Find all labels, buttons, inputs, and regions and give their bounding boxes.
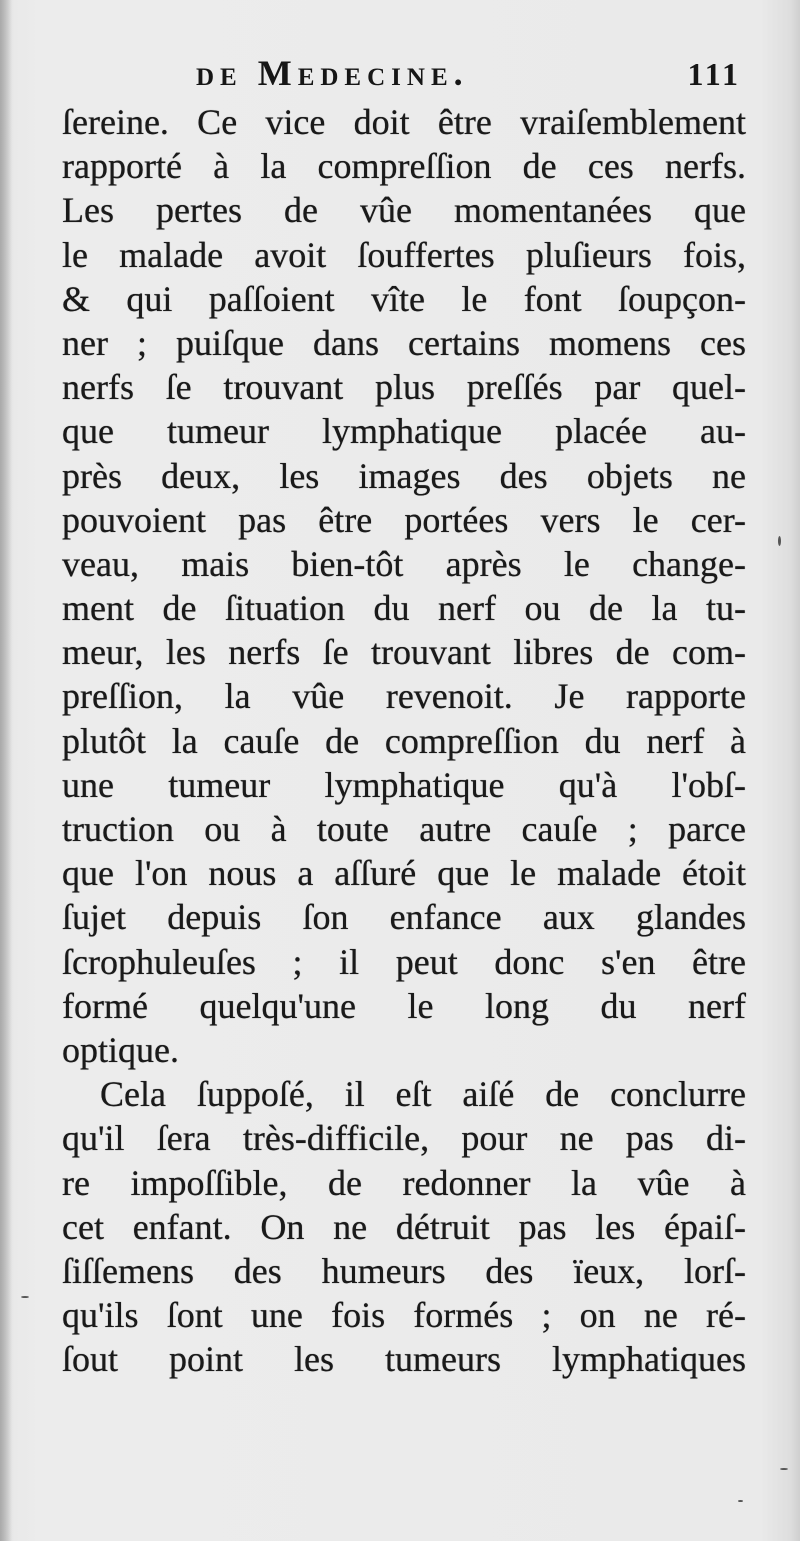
- text-line: une tumeur lymphatique qu'à l'obſ-: [62, 764, 746, 805]
- text-line: que l'on nous a aſſuré que le malade étoit: [62, 853, 746, 894]
- page-header: [196, 52, 741, 102]
- text-line: près deux, les images des objets ne: [62, 455, 746, 496]
- text-line: veau, mais bien-tôt après le change-: [62, 543, 746, 584]
- text-line: plutôt la cauſe de compreſſion du nerf à: [62, 720, 746, 761]
- text-line: & qui paſſoient vîte le font ſoupçon-: [62, 278, 746, 319]
- paper-speck: [738, 1500, 743, 1502]
- text-line: meur, les nerfs ſe trouvant libres de com-: [62, 632, 746, 673]
- running-head: de Medecine.: [196, 53, 469, 93]
- text-line: ſiſſemens des humeurs des ïeux, lorſ-: [62, 1250, 746, 1291]
- text-line: ſcrophuleuſes ; il peut donc s'en être: [62, 941, 746, 982]
- text-line: ſujet depuis ſon enfance aux glandes: [62, 897, 746, 938]
- text-line: preſſion, la vûe revenoit. Je rapporte: [62, 676, 746, 717]
- text-line: qu'ils ſont une fois formés ; on ne ré-: [62, 1295, 746, 1336]
- body-text: [62, 100, 746, 1381]
- text-line: qu'il ſera très-difficile, pour ne pas di-: [62, 1118, 746, 1159]
- text-line: le malade avoit ſouffertes pluſieurs fois,: [62, 234, 746, 275]
- text-line: que tumeur lymphatique placée au-: [62, 411, 746, 452]
- text-line: pouvoient pas être portées vers le cer-: [62, 499, 746, 540]
- text-line: truction ou à toute autre cauſe ; parce: [62, 809, 746, 849]
- text-line: Les pertes de vûe momentanées que: [62, 190, 746, 231]
- text-line: ſereine. Ce vice doit être vraiſemblement: [62, 102, 746, 142]
- spine-shadow: [0, 0, 12, 1541]
- text-line: nerfs ſe trouvant plus preſſés par quel-: [62, 367, 746, 408]
- text-line: ment de ſituation du nerf ou de la tu-: [62, 588, 746, 629]
- paper-speck: [780, 1468, 788, 1470]
- text-line: ner ; puiſque dans certains momens ces: [62, 322, 746, 363]
- text-line: cet enfant. On ne détruit pas les épaiſ-: [62, 1206, 746, 1247]
- text-line: re impoſſible, de redonner la vûe à: [62, 1162, 746, 1203]
- text-line: optique.: [62, 1029, 179, 1070]
- paper-speck: [778, 536, 781, 546]
- text-line: ſout point les tumeurs lymphatiques: [62, 1339, 746, 1380]
- page-number: 111: [687, 56, 741, 92]
- paper-speck: [21, 1296, 29, 1298]
- text-line: formé quelqu'une le long du nerf: [62, 985, 746, 1026]
- text-line: Cela ſuppoſé, il eſt aiſé de conclurre: [100, 1074, 746, 1115]
- text-line: rapporté à la compreſſion de ces nerfs.: [62, 146, 746, 187]
